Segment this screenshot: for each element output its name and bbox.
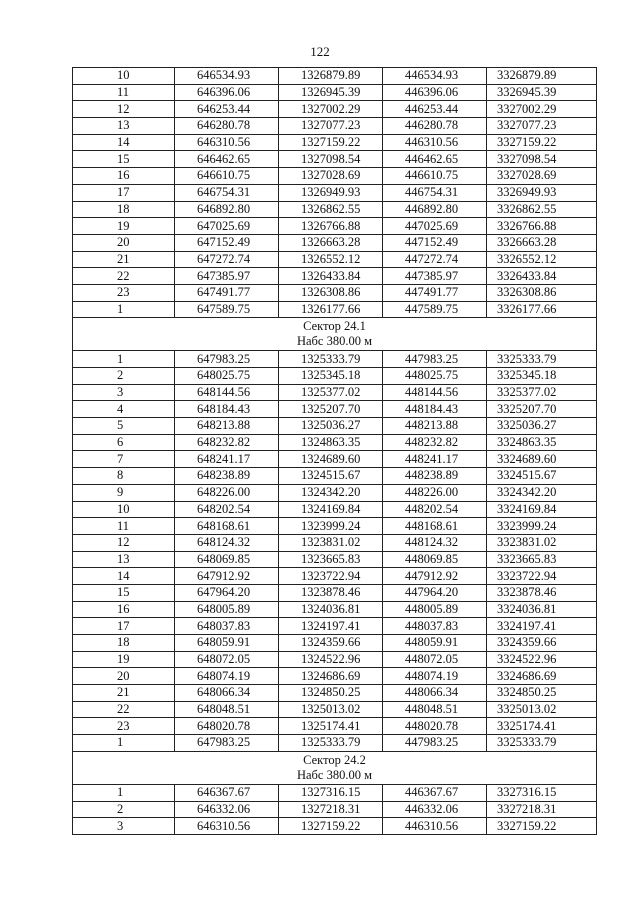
y-local-cell: 3323878.46 bbox=[487, 584, 597, 601]
point-number-cell: 22 bbox=[73, 701, 175, 718]
x-local-cell: 448226.00 bbox=[383, 484, 487, 501]
x-local-cell: 446253.44 bbox=[383, 101, 487, 118]
x-coordinate-cell: 647025.69 bbox=[175, 218, 279, 235]
point-number-cell: 2 bbox=[73, 368, 175, 385]
y-coordinate-cell: 1325013.02 bbox=[279, 701, 383, 718]
x-local-cell: 448069.85 bbox=[383, 551, 487, 568]
y-local-cell: 3325036.27 bbox=[487, 418, 597, 435]
x-local-cell: 448074.19 bbox=[383, 668, 487, 685]
y-local-cell: 3327028.69 bbox=[487, 168, 597, 185]
table-row bbox=[73, 168, 597, 185]
y-coordinate-cell: 1326862.55 bbox=[279, 201, 383, 218]
x-coordinate-cell: 647272.74 bbox=[175, 251, 279, 268]
table-row bbox=[73, 534, 597, 551]
table-row bbox=[73, 401, 597, 418]
point-number-cell: 14 bbox=[73, 568, 175, 585]
table-row bbox=[73, 518, 597, 535]
x-coordinate-cell: 646310.56 bbox=[175, 818, 279, 835]
y-coordinate-cell: 1323999.24 bbox=[279, 518, 383, 535]
x-local-cell: 448037.83 bbox=[383, 618, 487, 635]
y-local-cell: 3325333.79 bbox=[487, 351, 597, 368]
table-row bbox=[73, 651, 597, 668]
x-local-cell: 447964.20 bbox=[383, 584, 487, 601]
x-local-cell: 448066.34 bbox=[383, 685, 487, 702]
x-local-cell: 447491.77 bbox=[383, 284, 487, 301]
y-coordinate-cell: 1324169.84 bbox=[279, 501, 383, 518]
x-coordinate-cell: 646280.78 bbox=[175, 118, 279, 135]
y-local-cell: 3324686.69 bbox=[487, 668, 597, 685]
point-number-cell: 18 bbox=[73, 201, 175, 218]
x-local-cell: 447385.97 bbox=[383, 268, 487, 285]
y-local-cell: 3324850.25 bbox=[487, 685, 597, 702]
y-coordinate-cell: 1325377.02 bbox=[279, 384, 383, 401]
x-coordinate-cell: 648232.82 bbox=[175, 434, 279, 451]
y-coordinate-cell: 1326663.28 bbox=[279, 234, 383, 251]
point-number-cell: 18 bbox=[73, 635, 175, 652]
y-coordinate-cell: 1325174.41 bbox=[279, 718, 383, 735]
x-local-cell: 448168.61 bbox=[383, 518, 487, 535]
x-local-cell: 448184.43 bbox=[383, 401, 487, 418]
point-number-cell: 23 bbox=[73, 718, 175, 735]
x-coordinate-cell: 648074.19 bbox=[175, 668, 279, 685]
point-number-cell: 1 bbox=[73, 735, 175, 752]
x-coordinate-cell: 647385.97 bbox=[175, 268, 279, 285]
y-coordinate-cell: 1326308.86 bbox=[279, 284, 383, 301]
table-row bbox=[73, 234, 597, 251]
y-coordinate-cell: 1326949.93 bbox=[279, 184, 383, 201]
x-local-cell: 448059.91 bbox=[383, 635, 487, 652]
x-coordinate-cell: 648168.61 bbox=[175, 518, 279, 535]
y-local-cell: 3326552.12 bbox=[487, 251, 597, 268]
y-local-cell: 3325174.41 bbox=[487, 718, 597, 735]
y-coordinate-cell: 1324850.25 bbox=[279, 685, 383, 702]
table-row bbox=[73, 451, 597, 468]
y-local-cell: 3324522.96 bbox=[487, 651, 597, 668]
table-row bbox=[73, 584, 597, 601]
x-local-cell: 447152.49 bbox=[383, 234, 487, 251]
table-row bbox=[73, 801, 597, 818]
y-coordinate-cell: 1324036.81 bbox=[279, 601, 383, 618]
sector-height: Набс 380.00 м bbox=[296, 334, 373, 349]
point-number-cell: 9 bbox=[73, 484, 175, 501]
x-coordinate-cell: 648066.34 bbox=[175, 685, 279, 702]
x-coordinate-cell: 647964.20 bbox=[175, 584, 279, 601]
x-coordinate-cell: 646610.75 bbox=[175, 168, 279, 185]
y-coordinate-cell: 1324342.20 bbox=[279, 484, 383, 501]
table-row bbox=[73, 468, 597, 485]
y-coordinate-cell: 1327002.29 bbox=[279, 101, 383, 118]
table-row bbox=[73, 151, 597, 168]
y-coordinate-cell: 1327316.15 bbox=[279, 784, 383, 801]
y-coordinate-cell: 1324522.96 bbox=[279, 651, 383, 668]
point-number-cell: 16 bbox=[73, 168, 175, 185]
table-row bbox=[73, 68, 597, 85]
x-local-cell: 447589.75 bbox=[383, 301, 487, 318]
y-local-cell: 3326663.28 bbox=[487, 234, 597, 251]
point-number-cell: 5 bbox=[73, 418, 175, 435]
y-coordinate-cell: 1327159.22 bbox=[279, 818, 383, 835]
point-number-cell: 6 bbox=[73, 434, 175, 451]
point-number-cell: 22 bbox=[73, 268, 175, 285]
table-row bbox=[73, 251, 597, 268]
table-row bbox=[73, 368, 597, 385]
point-number-cell: 20 bbox=[73, 668, 175, 685]
x-coordinate-cell: 648238.89 bbox=[175, 468, 279, 485]
y-local-cell: 3326308.86 bbox=[487, 284, 597, 301]
x-local-cell: 447983.25 bbox=[383, 735, 487, 752]
y-local-cell: 3326879.89 bbox=[487, 68, 597, 85]
table-row bbox=[73, 201, 597, 218]
x-local-cell: 448144.56 bbox=[383, 384, 487, 401]
y-local-cell: 3324342.20 bbox=[487, 484, 597, 501]
table-row bbox=[73, 568, 597, 585]
point-number-cell: 13 bbox=[73, 118, 175, 135]
point-number-cell: 15 bbox=[73, 151, 175, 168]
x-coordinate-cell: 647589.75 bbox=[175, 301, 279, 318]
y-local-cell: 3327159.22 bbox=[487, 134, 597, 151]
x-coordinate-cell: 646754.31 bbox=[175, 184, 279, 201]
table-row bbox=[73, 268, 597, 285]
x-local-cell: 446610.75 bbox=[383, 168, 487, 185]
table-row bbox=[73, 701, 597, 718]
table-row bbox=[73, 551, 597, 568]
x-local-cell: 447983.25 bbox=[383, 351, 487, 368]
y-local-cell: 3326949.93 bbox=[487, 184, 597, 201]
y-local-cell: 3326177.66 bbox=[487, 301, 597, 318]
y-local-cell: 3327218.31 bbox=[487, 801, 597, 818]
table-row bbox=[73, 218, 597, 235]
y-coordinate-cell: 1324197.41 bbox=[279, 618, 383, 635]
point-number-cell: 1 bbox=[73, 301, 175, 318]
point-number-cell: 7 bbox=[73, 451, 175, 468]
x-coordinate-cell: 646396.06 bbox=[175, 84, 279, 101]
y-coordinate-cell: 1326879.89 bbox=[279, 68, 383, 85]
x-coordinate-cell: 648069.85 bbox=[175, 551, 279, 568]
x-coordinate-cell: 648037.83 bbox=[175, 618, 279, 635]
point-number-cell: 10 bbox=[73, 68, 175, 85]
x-local-cell: 448241.17 bbox=[383, 451, 487, 468]
point-number-cell: 12 bbox=[73, 101, 175, 118]
table-row bbox=[73, 351, 597, 368]
x-local-cell: 446310.56 bbox=[383, 134, 487, 151]
y-coordinate-cell: 1324686.69 bbox=[279, 668, 383, 685]
point-number-cell: 21 bbox=[73, 251, 175, 268]
x-local-cell: 447272.74 bbox=[383, 251, 487, 268]
coordinates-table bbox=[72, 67, 597, 835]
y-local-cell: 3327077.23 bbox=[487, 118, 597, 135]
point-number-cell: 3 bbox=[73, 384, 175, 401]
x-coordinate-cell: 646310.56 bbox=[175, 134, 279, 151]
page-number: 122 bbox=[310, 44, 330, 59]
x-local-cell: 448025.75 bbox=[383, 368, 487, 385]
table-row bbox=[73, 434, 597, 451]
x-coordinate-cell: 647983.25 bbox=[175, 351, 279, 368]
x-local-cell: 448232.82 bbox=[383, 434, 487, 451]
x-local-cell: 446462.65 bbox=[383, 151, 487, 168]
y-local-cell: 3323831.02 bbox=[487, 534, 597, 551]
point-number-cell: 8 bbox=[73, 468, 175, 485]
point-number-cell: 19 bbox=[73, 651, 175, 668]
y-coordinate-cell: 1324689.60 bbox=[279, 451, 383, 468]
y-coordinate-cell: 1327028.69 bbox=[279, 168, 383, 185]
table-row bbox=[73, 784, 597, 801]
x-local-cell: 446892.80 bbox=[383, 201, 487, 218]
point-number-cell: 19 bbox=[73, 218, 175, 235]
x-local-cell: 448124.32 bbox=[383, 534, 487, 551]
x-coordinate-cell: 646462.65 bbox=[175, 151, 279, 168]
point-number-cell: 20 bbox=[73, 234, 175, 251]
x-coordinate-cell: 648124.32 bbox=[175, 534, 279, 551]
point-number-cell: 16 bbox=[73, 601, 175, 618]
table-row bbox=[73, 735, 597, 752]
x-local-cell: 446367.67 bbox=[383, 784, 487, 801]
y-coordinate-cell: 1327218.31 bbox=[279, 801, 383, 818]
x-coordinate-cell: 648025.75 bbox=[175, 368, 279, 385]
y-local-cell: 3324515.67 bbox=[487, 468, 597, 485]
sector-header bbox=[73, 318, 597, 351]
y-local-cell: 3324863.35 bbox=[487, 434, 597, 451]
y-coordinate-cell: 1324359.66 bbox=[279, 635, 383, 652]
table-row bbox=[73, 818, 597, 835]
y-local-cell: 3327159.22 bbox=[487, 818, 597, 835]
y-coordinate-cell: 1323665.83 bbox=[279, 551, 383, 568]
x-coordinate-cell: 648202.54 bbox=[175, 501, 279, 518]
y-coordinate-cell: 1324863.35 bbox=[279, 434, 383, 451]
point-number-cell: 17 bbox=[73, 618, 175, 635]
sector-height: Набс 380.00 м bbox=[296, 767, 373, 782]
point-number-cell: 2 bbox=[73, 801, 175, 818]
point-number-cell: 4 bbox=[73, 401, 175, 418]
y-local-cell: 3326433.84 bbox=[487, 268, 597, 285]
y-local-cell: 3326945.39 bbox=[487, 84, 597, 101]
x-coordinate-cell: 648184.43 bbox=[175, 401, 279, 418]
point-number-cell: 10 bbox=[73, 501, 175, 518]
table-row bbox=[73, 284, 597, 301]
y-local-cell: 3323665.83 bbox=[487, 551, 597, 568]
y-coordinate-cell: 1326177.66 bbox=[279, 301, 383, 318]
point-number-cell: 12 bbox=[73, 534, 175, 551]
y-coordinate-cell: 1325333.79 bbox=[279, 735, 383, 752]
point-number-cell: 1 bbox=[73, 784, 175, 801]
x-coordinate-cell: 648059.91 bbox=[175, 635, 279, 652]
y-local-cell: 3324036.81 bbox=[487, 601, 597, 618]
y-local-cell: 3327098.54 bbox=[487, 151, 597, 168]
table-row bbox=[73, 618, 597, 635]
sector-header bbox=[73, 751, 597, 784]
point-number-cell: 15 bbox=[73, 584, 175, 601]
x-coordinate-cell: 648144.56 bbox=[175, 384, 279, 401]
point-number-cell: 3 bbox=[73, 818, 175, 835]
x-local-cell: 446280.78 bbox=[383, 118, 487, 135]
sector-title: Сектор 24.1 bbox=[303, 319, 366, 334]
table-row bbox=[73, 184, 597, 201]
x-local-cell: 447025.69 bbox=[383, 218, 487, 235]
point-number-cell: 1 bbox=[73, 351, 175, 368]
y-coordinate-cell: 1325333.79 bbox=[279, 351, 383, 368]
y-local-cell: 3324197.41 bbox=[487, 618, 597, 635]
point-number-cell: 13 bbox=[73, 551, 175, 568]
table-row bbox=[73, 418, 597, 435]
sector-header-row bbox=[73, 318, 597, 351]
y-coordinate-cell: 1326766.88 bbox=[279, 218, 383, 235]
y-coordinate-cell: 1325207.70 bbox=[279, 401, 383, 418]
x-local-cell: 448072.05 bbox=[383, 651, 487, 668]
table-row bbox=[73, 668, 597, 685]
y-local-cell: 3326862.55 bbox=[487, 201, 597, 218]
x-coordinate-cell: 648213.88 bbox=[175, 418, 279, 435]
x-coordinate-cell: 647912.92 bbox=[175, 568, 279, 585]
y-coordinate-cell: 1325036.27 bbox=[279, 418, 383, 435]
y-local-cell: 3325207.70 bbox=[487, 401, 597, 418]
table-row bbox=[73, 384, 597, 401]
point-number-cell: 14 bbox=[73, 134, 175, 151]
table-row bbox=[73, 301, 597, 318]
y-coordinate-cell: 1326945.39 bbox=[279, 84, 383, 101]
sector-title: Сектор 24.2 bbox=[303, 752, 366, 767]
x-local-cell: 448020.78 bbox=[383, 718, 487, 735]
table-row bbox=[73, 501, 597, 518]
x-coordinate-cell: 648241.17 bbox=[175, 451, 279, 468]
y-coordinate-cell: 1327159.22 bbox=[279, 134, 383, 151]
table-row bbox=[73, 101, 597, 118]
x-coordinate-cell: 648005.89 bbox=[175, 601, 279, 618]
y-coordinate-cell: 1327077.23 bbox=[279, 118, 383, 135]
x-coordinate-cell: 646534.93 bbox=[175, 68, 279, 85]
y-local-cell: 3323722.94 bbox=[487, 568, 597, 585]
table-row bbox=[73, 718, 597, 735]
x-local-cell: 446534.93 bbox=[383, 68, 487, 85]
x-coordinate-cell: 648226.00 bbox=[175, 484, 279, 501]
x-local-cell: 446396.06 bbox=[383, 84, 487, 101]
x-coordinate-cell: 648048.51 bbox=[175, 701, 279, 718]
y-coordinate-cell: 1325345.18 bbox=[279, 368, 383, 385]
sector-header-row bbox=[73, 751, 597, 784]
x-local-cell: 448238.89 bbox=[383, 468, 487, 485]
x-local-cell: 446754.31 bbox=[383, 184, 487, 201]
point-number-cell: 17 bbox=[73, 184, 175, 201]
point-number-cell: 11 bbox=[73, 84, 175, 101]
y-coordinate-cell: 1326552.12 bbox=[279, 251, 383, 268]
x-local-cell: 446332.06 bbox=[383, 801, 487, 818]
y-local-cell: 3324689.60 bbox=[487, 451, 597, 468]
y-local-cell: 3324359.66 bbox=[487, 635, 597, 652]
y-local-cell: 3327002.29 bbox=[487, 101, 597, 118]
x-coordinate-cell: 646367.67 bbox=[175, 784, 279, 801]
x-coordinate-cell: 647983.25 bbox=[175, 735, 279, 752]
x-local-cell: 447912.92 bbox=[383, 568, 487, 585]
x-local-cell: 448202.54 bbox=[383, 501, 487, 518]
table-row bbox=[73, 635, 597, 652]
y-local-cell: 3325377.02 bbox=[487, 384, 597, 401]
y-local-cell: 3323999.24 bbox=[487, 518, 597, 535]
coordinates-table-body bbox=[73, 68, 597, 835]
table-row bbox=[73, 601, 597, 618]
x-coordinate-cell: 647152.49 bbox=[175, 234, 279, 251]
y-local-cell: 3325345.18 bbox=[487, 368, 597, 385]
y-coordinate-cell: 1327098.54 bbox=[279, 151, 383, 168]
x-coordinate-cell: 648072.05 bbox=[175, 651, 279, 668]
table-row bbox=[73, 118, 597, 135]
y-local-cell: 3325013.02 bbox=[487, 701, 597, 718]
x-local-cell: 446310.56 bbox=[383, 818, 487, 835]
y-coordinate-cell: 1323831.02 bbox=[279, 534, 383, 551]
point-number-cell: 11 bbox=[73, 518, 175, 535]
table-row bbox=[73, 685, 597, 702]
table-row bbox=[73, 484, 597, 501]
x-coordinate-cell: 646332.06 bbox=[175, 801, 279, 818]
table-row bbox=[73, 84, 597, 101]
x-coordinate-cell: 646253.44 bbox=[175, 101, 279, 118]
x-coordinate-cell: 647491.77 bbox=[175, 284, 279, 301]
y-local-cell: 3324169.84 bbox=[487, 501, 597, 518]
y-local-cell: 3327316.15 bbox=[487, 784, 597, 801]
y-coordinate-cell: 1323878.46 bbox=[279, 584, 383, 601]
y-coordinate-cell: 1326433.84 bbox=[279, 268, 383, 285]
x-coordinate-cell: 648020.78 bbox=[175, 718, 279, 735]
x-local-cell: 448005.89 bbox=[383, 601, 487, 618]
x-local-cell: 448213.88 bbox=[383, 418, 487, 435]
y-local-cell: 3325333.79 bbox=[487, 735, 597, 752]
x-local-cell: 448048.51 bbox=[383, 701, 487, 718]
y-coordinate-cell: 1324515.67 bbox=[279, 468, 383, 485]
x-coordinate-cell: 646892.80 bbox=[175, 201, 279, 218]
y-coordinate-cell: 1323722.94 bbox=[279, 568, 383, 585]
y-local-cell: 3326766.88 bbox=[487, 218, 597, 235]
point-number-cell: 21 bbox=[73, 685, 175, 702]
table-row bbox=[73, 134, 597, 151]
point-number-cell: 23 bbox=[73, 284, 175, 301]
